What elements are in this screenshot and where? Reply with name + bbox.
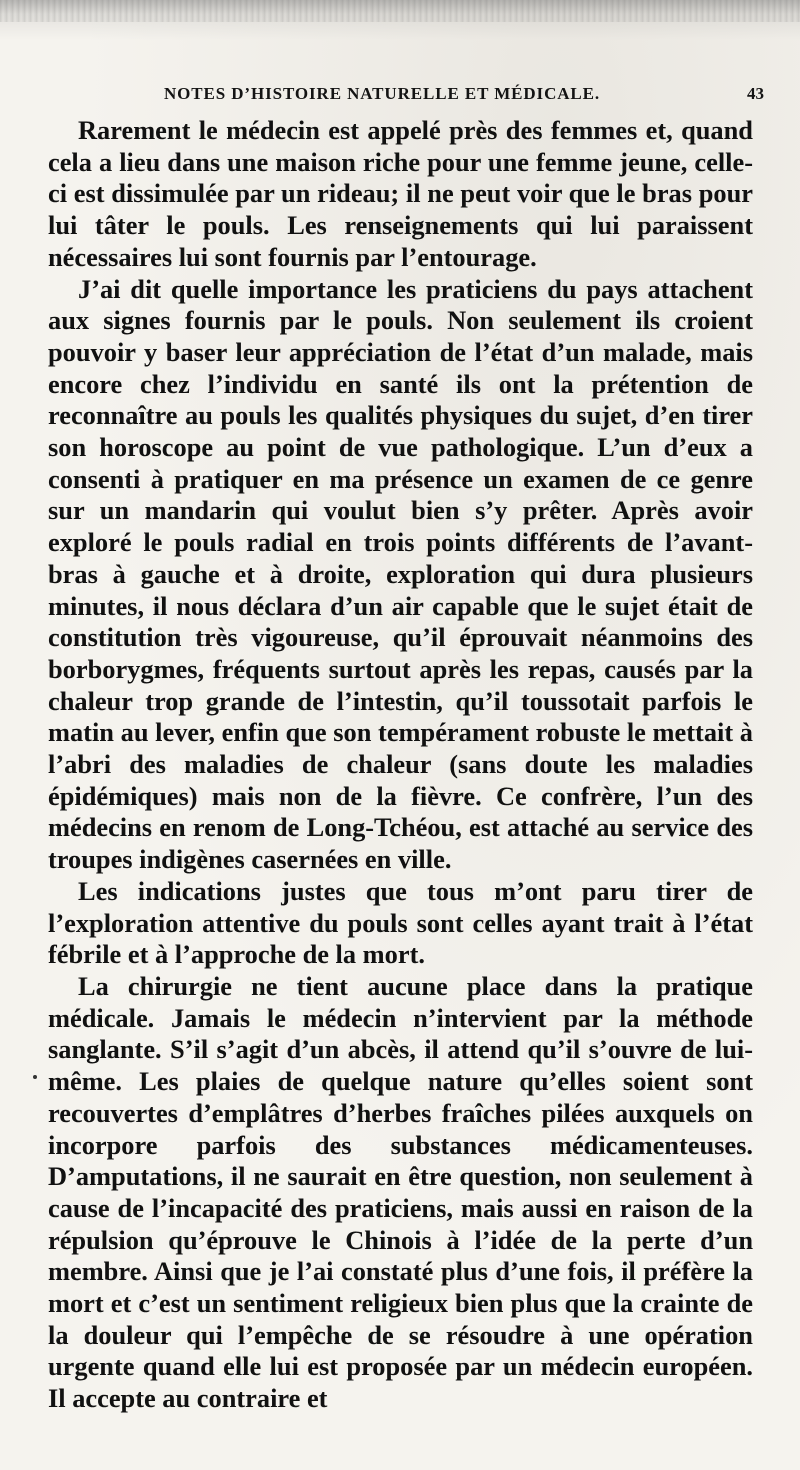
paragraph: J’ai dit quelle importance les praticiens du pays attachent aux signes fournis par le pouls. Non seulement ils croient pouvoir y baser leur appréciation de l’état d’un malade, mais encore chez l’individu en santé ils ont la prétention de reconnaître au pouls les qualités physiques du sujet, d’en tirer son horoscope au point de vue pathologique. L’un d’eux a consenti à pratiquer en ma présence un examen de ce genre sur un mandarin qui voulut bien s’y prêter. Après avoir exploré le pouls radial en trois points différents de l’avant-bras à gauche et à droite, exploration qui dura plusieurs minutes, il nous déclara d’un air capable que le sujet était de constitution très vigoureuse, qu’il éprouvait néanmoins des borborygmes, fréquents surtout après les repas, causés par la chaleur trop grande de l’intestin, qu’il toussotait parfois le matin au lever, enfin que son tempérament robuste le mettait à l’abri des maladies de chaleur (sans doute les maladies épidémiques) mais non de la fièvre. Ce confrère, l’un des médecins en renom de Long-Tchéou, est attaché au service des troupes indigènes casernées en ville. <box>48 273 753 875</box>
paragraph: La chirurgie ne tient aucune place dans la pratique médicale. Jamais le médecin n’intervient par la méthode sanglante. S’il s’agit d’un abcès, il attend qu’il s’ouvre de lui-même. Les plaies de quelque nature qu’elles soient sont recouvertes d’emplâtres d’herbes fraîches pilées auxquels on incorpore parfois des substances médicamenteuses. D’amputations, il ne saurait en être question, non seulement à cause de l’incapacité des praticiens, mais aussi en raison de la répulsion qu’éprouve le Chinois à l’idée de la perte d’un membre. Ainsi que je l’ai constaté plus d’une fois, il préfère la mort et c’est un sentiment religieux bien plus que la crainte de la douleur qui l’empêche de se résoudre à une opération urgente quand elle lui est proposée par un médecin européen. Il accepte au contraire et <box>48 970 753 1414</box>
running-header <box>92 84 764 114</box>
running-title: NOTES D’HISTOIRE NATURELLE ET MÉDICALE. <box>163 84 601 103</box>
page-number: 43 <box>747 84 764 103</box>
main-text <box>48 115 753 1415</box>
ink-speck <box>33 1075 37 1079</box>
scan-edge-shadow <box>0 0 800 22</box>
paragraph: Les indications justes que tous m’ont paru tirer de l’exploration attentive du pouls sont celles ayant trait à l’état fébrile et à l’approche de la mort. <box>48 875 753 970</box>
paragraph: Rarement le médecin est appelé près des femmes et, quand cela a lieu dans une maison riche pour une femme jeune, celle-ci est dissimulée par un rideau; il ne peut voir que le bras pour lui tâter le pouls. Les renseignements qui lui paraissent nécessaires lui sont fournis par l’entourage. <box>48 115 753 272</box>
